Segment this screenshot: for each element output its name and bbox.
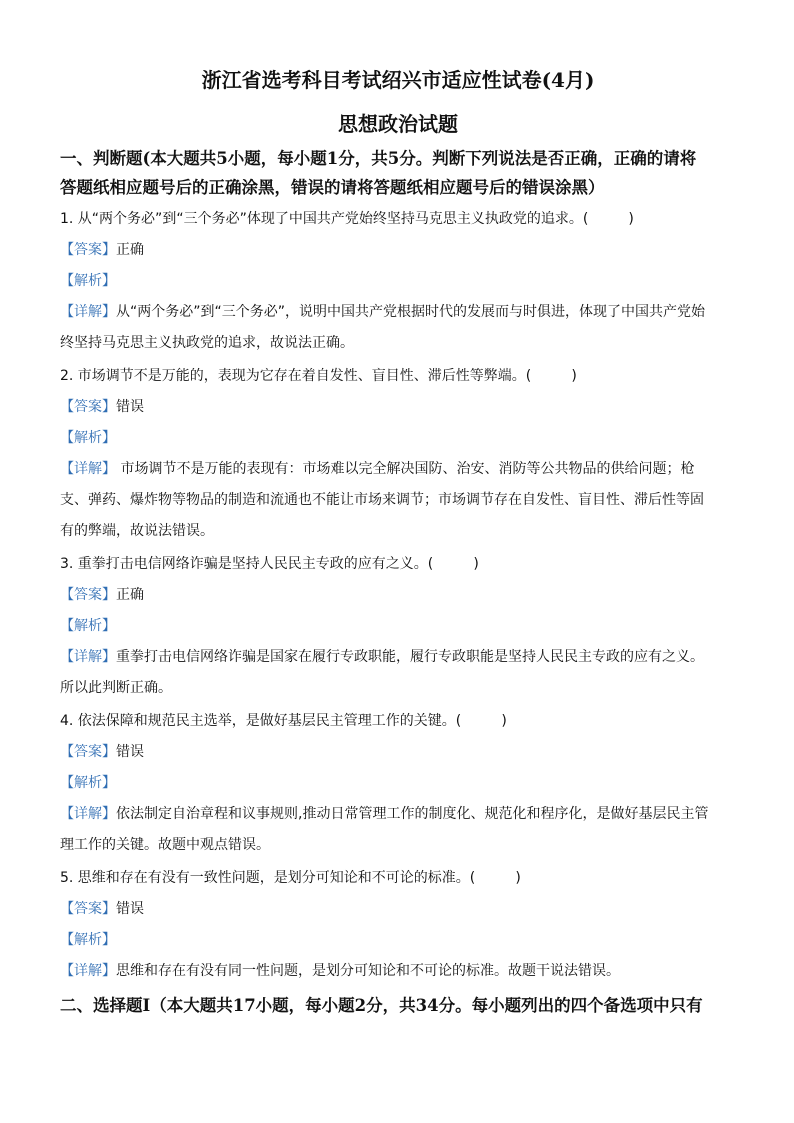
detail-5-text: 思维和存在有没有同一性问题，是划分可知论和不可论的标准。故题干说法错误。 [116, 963, 620, 979]
question-1: 1. 从“两个务必”到“三个务必”体现了中国共产党始终坚持马克思主义执政党的追求。( ) [60, 211, 634, 227]
detail-2-line-2: 支、弹药、爆炸物等物品的制造和流通也不能让市场来调节；市场调节存在自发性、盲目性、滞后性等固 [60, 492, 704, 508]
section-1-heading-line-1: 一、判断题(本大题共5小题，每小题1分，共5分。判断下列说法是否正确，正确的请将 [60, 149, 697, 168]
detail-1-line-2: 终坚持马克思主义执政党的追求，故说法正确。 [60, 335, 354, 351]
detail-3-line-1 [60, 642, 736, 673]
question-block-5 [60, 863, 736, 987]
detail-1-text: 从“两个务必”到“三个务必”，说明中国共产党根据时代的发展而与时俱进，体现了中国共产党始 [116, 304, 706, 320]
answer-2 [60, 392, 736, 423]
detail-3 [60, 642, 736, 704]
analysis-label: 【解析】 [60, 775, 116, 791]
answer-label: 【答案】 [60, 587, 116, 603]
section-1-heading-line-2: 答题纸相应题号后的正确涂黑，错误的请将答题纸相应题号后的错误涂黑） [60, 178, 605, 197]
detail-4-line-2: 理工作的关键。故题中观点错误。 [60, 837, 270, 853]
exam-subtitle: 思想政治试题 [338, 112, 458, 136]
detail-label: 【详解】 [60, 963, 116, 979]
analysis-4 [60, 768, 736, 799]
detail-2-line-1 [60, 454, 736, 485]
detail-2-text: 市场调节不是万能的表现有：市场难以完全解决国防、治安、消防等公共物品的供给问题；枪 [116, 461, 695, 477]
detail-1 [60, 297, 736, 359]
question-4: 4. 依法保障和规范民主选举，是做好基层民主管理工作的关键。( ) [60, 713, 507, 729]
question-5: 5. 思维和存在有没有一致性问题，是划分可知论和不可论的标准。( ) [60, 870, 521, 886]
analysis-1 [60, 266, 736, 297]
section-2-heading: 二、选择题Ⅰ（本大题共17小题，每小题2分，共34分。每小题列出的四个备选项中只有 [60, 996, 703, 1015]
question-3: 3. 重拳打击电信网络诈骗是坚持人民民主专政的应有之义。( ) [60, 556, 479, 572]
answer-4-value: 错误 [116, 744, 144, 760]
detail-label: 【详解】 [60, 461, 116, 477]
question-block-4 [60, 706, 736, 861]
answer-1-value: 正确 [116, 242, 144, 258]
answer-5-value: 错误 [116, 901, 144, 917]
detail-4 [60, 799, 736, 861]
answer-label: 【答案】 [60, 744, 116, 760]
answer-3-value: 正确 [116, 587, 144, 603]
detail-1-line-1 [60, 297, 736, 328]
analysis-label: 【解析】 [60, 430, 116, 446]
question-block-3 [60, 549, 736, 704]
analysis-3 [60, 611, 736, 642]
question-block-1 [60, 204, 736, 359]
detail-4-text: 依法制定自治章程和议事规则,推动日常管理工作的制度化、规范化和程序化，是做好基层民主管 [116, 806, 709, 822]
question-2: 2. 市场调节不是万能的，表现为它存在着自发性、盲目性、滞后性等弊端。( ) [60, 368, 577, 384]
detail-4-line-1 [60, 799, 736, 830]
analysis-label: 【解析】 [60, 273, 116, 289]
answer-3 [60, 580, 736, 611]
detail-label: 【详解】 [60, 806, 116, 822]
detail-5-line-1 [60, 956, 736, 987]
detail-2 [60, 454, 736, 547]
detail-label: 【详解】 [60, 304, 116, 320]
answer-1 [60, 235, 736, 266]
detail-5 [60, 956, 736, 987]
detail-label: 【详解】 [60, 649, 116, 665]
exam-title: 浙江省选考科目考试绍兴市适应性试卷(4月) [201, 68, 595, 92]
answer-label: 【答案】 [60, 901, 116, 917]
analysis-5 [60, 925, 736, 956]
question-block-2 [60, 361, 736, 547]
analysis-2 [60, 423, 736, 454]
answer-5 [60, 894, 736, 925]
detail-3-text: 重拳打击电信网络诈骗是国家在履行专政职能，履行专政职能是坚持人民民主专政的应有之义。 [116, 649, 704, 665]
analysis-label: 【解析】 [60, 618, 116, 634]
detail-2-line-3: 有的弊端，故说法错误。 [60, 523, 214, 539]
answer-4 [60, 737, 736, 768]
section-1-heading [60, 144, 736, 202]
answer-label: 【答案】 [60, 242, 116, 258]
answer-label: 【答案】 [60, 399, 116, 415]
detail-3-line-2: 所以此判断正确。 [60, 680, 172, 696]
analysis-label: 【解析】 [60, 932, 116, 948]
answer-2-value: 错误 [116, 399, 144, 415]
